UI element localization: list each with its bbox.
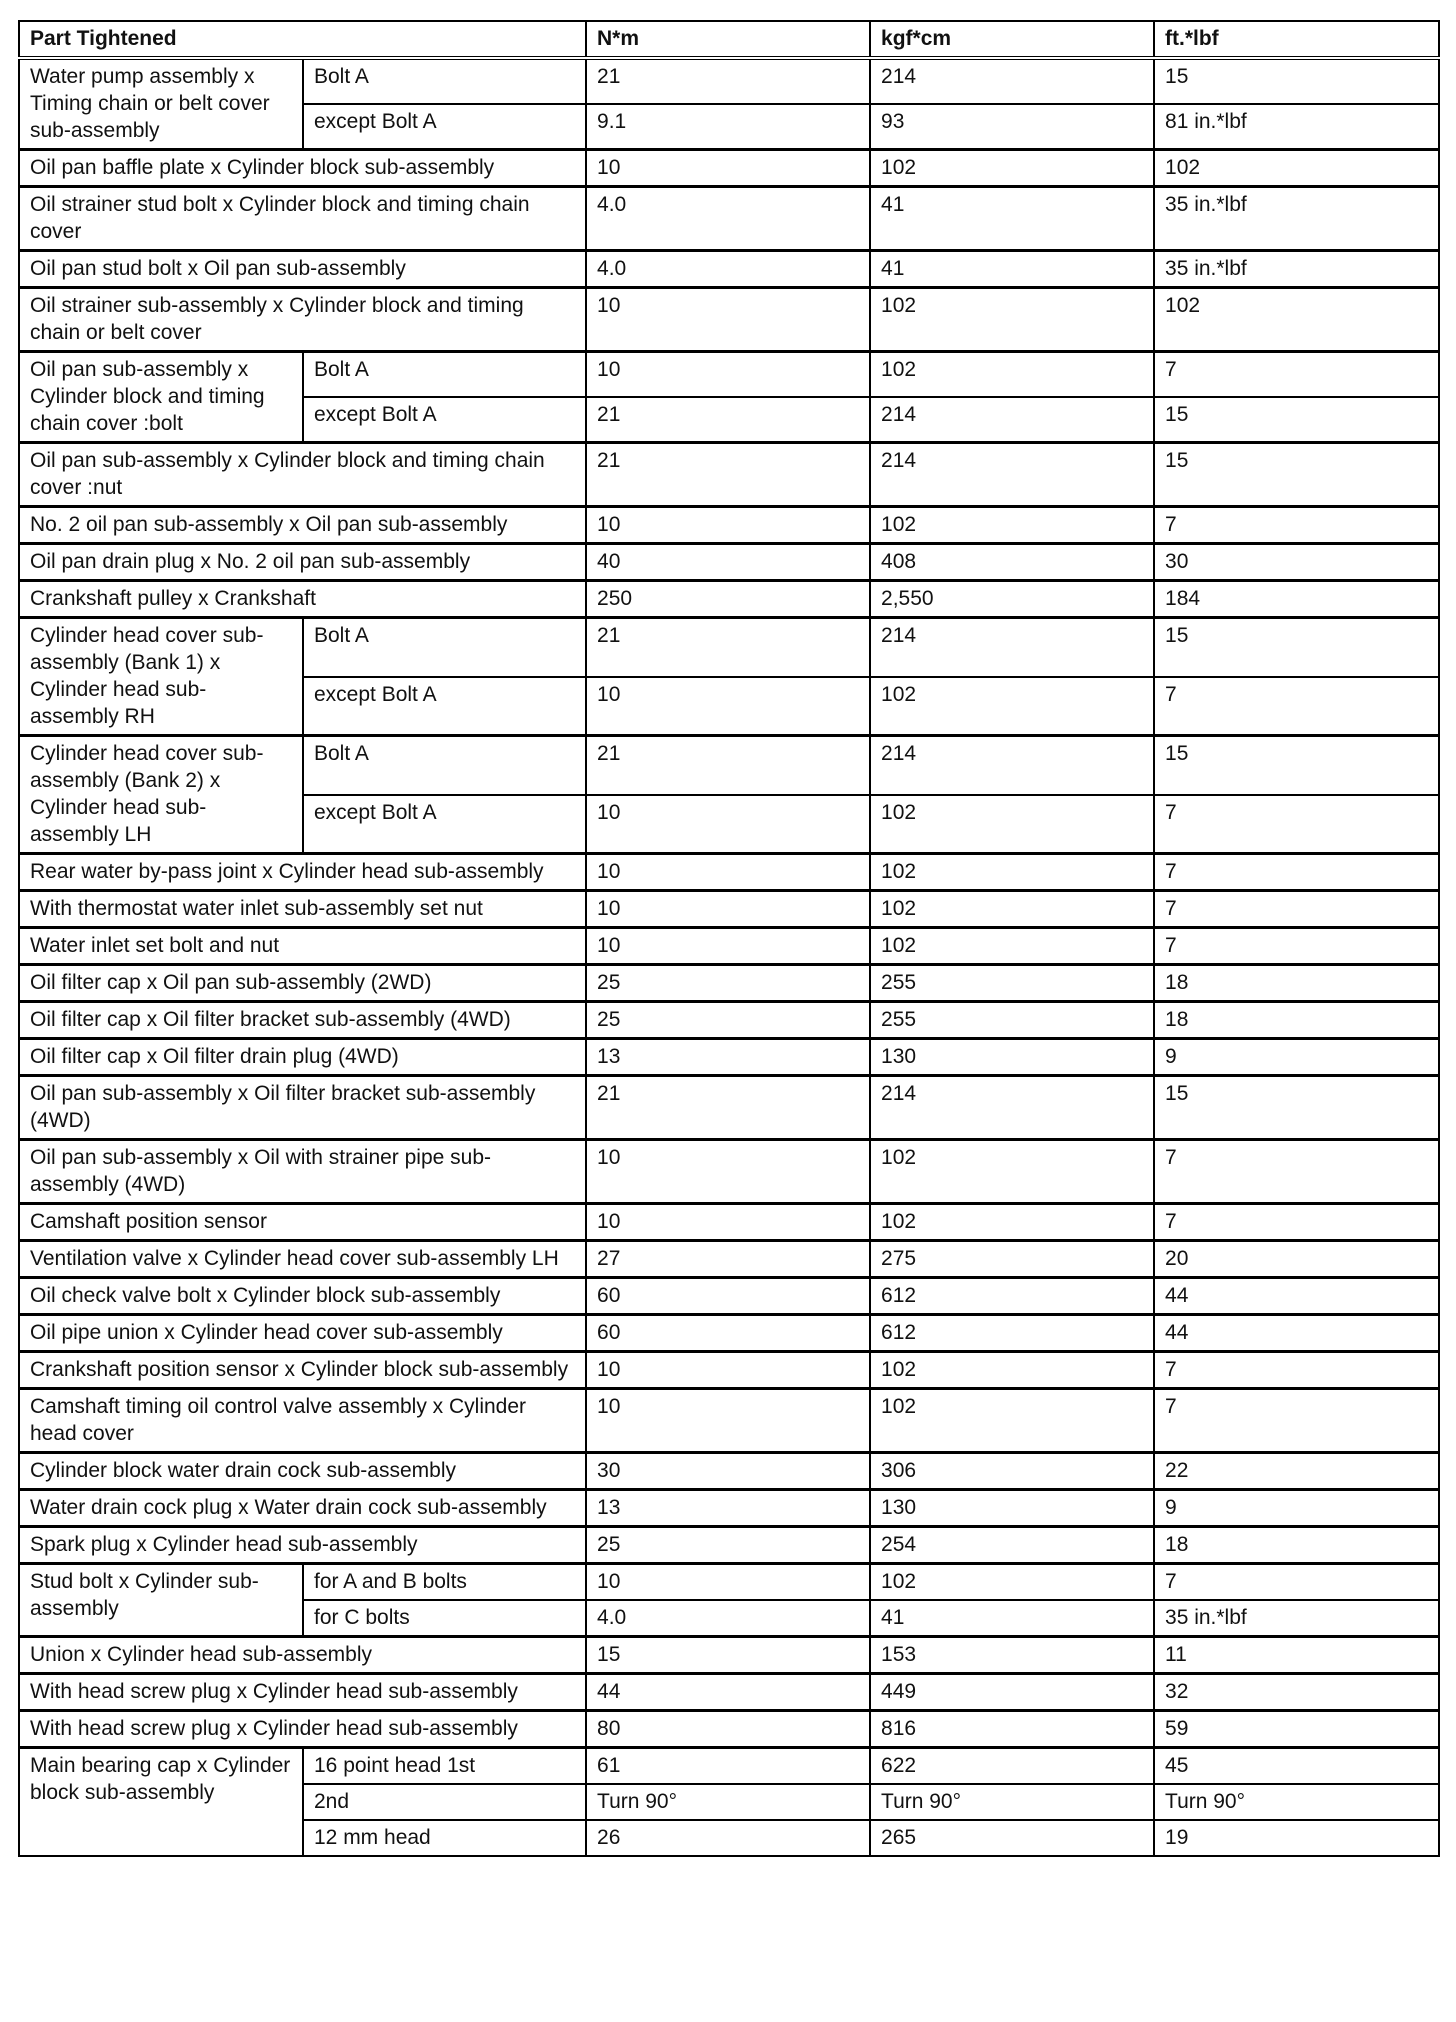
part-name-cell: Oil pan sub-assembly x Cylinder block and timing chain cover :bolt (19, 352, 303, 443)
bolt-type-cell: 16 point head 1st (303, 1748, 586, 1785)
kgf-value-cell: 41 (870, 1600, 1154, 1637)
nm-value-cell: 61 (586, 1748, 870, 1785)
ftlbf-value-cell: 7 (1154, 1389, 1439, 1453)
table-row (19, 352, 1439, 398)
ftlbf-value-cell: 7 (1154, 1140, 1439, 1204)
ftlbf-value-cell: 7 (1154, 352, 1439, 398)
kgf-value-cell: 102 (870, 507, 1154, 544)
nm-value-cell: 26 (586, 1820, 870, 1856)
ftlbf-value-cell: 81 in.*lbf (1154, 104, 1439, 149)
kgf-value-cell: 214 (870, 443, 1154, 507)
part-name-cell: Crankshaft position sensor x Cylinder block sub-assembly (19, 1352, 586, 1389)
kgf-value-cell: 102 (870, 677, 1154, 736)
torque-spec-table (18, 20, 1440, 1857)
kgf-value-cell: 255 (870, 1002, 1154, 1039)
table-row (19, 618, 1439, 677)
table-header-row (19, 21, 1439, 58)
part-name-cell: Oil strainer sub-assembly x Cylinder block and timing chain or belt cover (19, 288, 586, 352)
ftlbf-value-cell: 15 (1154, 1076, 1439, 1140)
kgf-value-cell: 130 (870, 1039, 1154, 1076)
part-name-cell: Camshaft timing oil control valve assembly x Cylinder head cover (19, 1389, 586, 1453)
kgf-value-cell: 102 (870, 1204, 1154, 1241)
nm-value-cell: 10 (586, 891, 870, 928)
nm-value-cell: 15 (586, 1637, 870, 1674)
part-name-cell: Oil filter cap x Oil filter bracket sub-assembly (4WD) (19, 1002, 586, 1039)
nm-value-cell: 10 (586, 1389, 870, 1453)
part-name-cell: Oil filter cap x Oil filter drain plug (4WD) (19, 1039, 586, 1076)
part-name-cell: With thermostat water inlet sub-assembly set nut (19, 891, 586, 928)
kgf-value-cell: 816 (870, 1711, 1154, 1748)
nm-value-cell: 13 (586, 1039, 870, 1076)
nm-value-cell: 60 (586, 1315, 870, 1352)
table-row (19, 58, 1439, 104)
kgf-value-cell: 306 (870, 1453, 1154, 1490)
nm-value-cell: 25 (586, 965, 870, 1002)
header-ft-lbf: ft.*lbf (1154, 21, 1439, 58)
ftlbf-value-cell: 15 (1154, 618, 1439, 677)
bolt-type-cell: 2nd (303, 1784, 586, 1820)
nm-value-cell: 44 (586, 1674, 870, 1711)
part-name-cell: Spark plug x Cylinder head sub-assembly (19, 1527, 586, 1564)
kgf-value-cell: 612 (870, 1315, 1154, 1352)
nm-value-cell: 27 (586, 1241, 870, 1278)
nm-value-cell: 250 (586, 581, 870, 618)
part-name-cell: Oil strainer stud bolt x Cylinder block and timing chain cover (19, 187, 586, 251)
part-name-cell: Oil pan sub-assembly x Oil with strainer pipe sub-assembly (4WD) (19, 1140, 586, 1204)
ftlbf-value-cell: 18 (1154, 1527, 1439, 1564)
kgf-value-cell: 102 (870, 891, 1154, 928)
part-name-cell: Cylinder block water drain cock sub-assembly (19, 1453, 586, 1490)
bolt-type-cell: except Bolt A (303, 795, 586, 854)
bolt-type-cell: except Bolt A (303, 397, 586, 443)
table-row (19, 1674, 1439, 1711)
header-kgf-cm: kgf*cm (870, 21, 1154, 58)
nm-value-cell: 10 (586, 507, 870, 544)
kgf-value-cell: 102 (870, 854, 1154, 891)
ftlbf-value-cell: 11 (1154, 1637, 1439, 1674)
ftlbf-value-cell: 20 (1154, 1241, 1439, 1278)
table-row (19, 736, 1439, 795)
bolt-type-cell: 12 mm head (303, 1820, 586, 1856)
table-row (19, 507, 1439, 544)
ftlbf-value-cell: 184 (1154, 581, 1439, 618)
kgf-value-cell: 153 (870, 1637, 1154, 1674)
table-row (19, 443, 1439, 507)
kgf-value-cell: 130 (870, 1490, 1154, 1527)
table-row (19, 1315, 1439, 1352)
ftlbf-value-cell: 9 (1154, 1490, 1439, 1527)
ftlbf-value-cell: 15 (1154, 736, 1439, 795)
nm-value-cell: 25 (586, 1002, 870, 1039)
nm-value-cell: Turn 90° (586, 1784, 870, 1820)
nm-value-cell: 40 (586, 544, 870, 581)
nm-value-cell: 10 (586, 795, 870, 854)
table-row (19, 1204, 1439, 1241)
table-row (19, 1637, 1439, 1674)
ftlbf-value-cell: 7 (1154, 891, 1439, 928)
kgf-value-cell: 612 (870, 1278, 1154, 1315)
ftlbf-value-cell: 7 (1154, 928, 1439, 965)
nm-value-cell: 10 (586, 854, 870, 891)
kgf-value-cell: 41 (870, 187, 1154, 251)
kgf-value-cell: 102 (870, 1564, 1154, 1601)
part-name-cell: Ventilation valve x Cylinder head cover sub-assembly LH (19, 1241, 586, 1278)
kgf-value-cell: 214 (870, 1076, 1154, 1140)
table-row (19, 150, 1439, 187)
ftlbf-value-cell: 18 (1154, 965, 1439, 1002)
ftlbf-value-cell: 18 (1154, 1002, 1439, 1039)
table-row (19, 1076, 1439, 1140)
nm-value-cell: 10 (586, 928, 870, 965)
header-newton-meter: N*m (586, 21, 870, 58)
kgf-value-cell: 102 (870, 352, 1154, 398)
table-row (19, 1564, 1439, 1601)
table-row (19, 1140, 1439, 1204)
ftlbf-value-cell: 44 (1154, 1315, 1439, 1352)
part-name-cell: Main bearing cap x Cylinder block sub-assembly (19, 1748, 303, 1857)
ftlbf-value-cell: 7 (1154, 1352, 1439, 1389)
nm-value-cell: 21 (586, 1076, 870, 1140)
part-name-cell: Oil check valve bolt x Cylinder block sub-assembly (19, 1278, 586, 1315)
part-name-cell: Cylinder head cover sub-assembly (Bank 1) x Cylinder head sub-assembly RH (19, 618, 303, 736)
kgf-value-cell: 93 (870, 104, 1154, 149)
ftlbf-value-cell: 22 (1154, 1453, 1439, 1490)
table-body (19, 58, 1439, 1856)
part-name-cell: Cylinder head cover sub-assembly (Bank 2) x Cylinder head sub-assembly LH (19, 736, 303, 854)
table-row (19, 854, 1439, 891)
header-part-tightened: Part Tightened (19, 21, 586, 58)
nm-value-cell: 10 (586, 1140, 870, 1204)
table-row (19, 1711, 1439, 1748)
nm-value-cell: 4.0 (586, 1600, 870, 1637)
nm-value-cell: 10 (586, 150, 870, 187)
table-row (19, 965, 1439, 1002)
table-row (19, 1748, 1439, 1785)
table-row (19, 1002, 1439, 1039)
bolt-type-cell: for A and B bolts (303, 1564, 586, 1601)
part-name-cell: Water pump assembly x Timing chain or belt cover sub-assembly (19, 58, 303, 150)
nm-value-cell: 10 (586, 1352, 870, 1389)
part-name-cell: Crankshaft pulley x Crankshaft (19, 581, 586, 618)
part-name-cell: Water inlet set bolt and nut (19, 928, 586, 965)
kgf-value-cell: 449 (870, 1674, 1154, 1711)
ftlbf-value-cell: 7 (1154, 1204, 1439, 1241)
part-name-cell: Rear water by-pass joint x Cylinder head sub-assembly (19, 854, 586, 891)
ftlbf-value-cell: 7 (1154, 795, 1439, 854)
part-name-cell: No. 2 oil pan sub-assembly x Oil pan sub-assembly (19, 507, 586, 544)
part-name-cell: Camshaft position sensor (19, 1204, 586, 1241)
ftlbf-value-cell: 59 (1154, 1711, 1439, 1748)
bolt-type-cell: Bolt A (303, 352, 586, 398)
part-name-cell: Oil pan sub-assembly x Cylinder block and timing chain cover :nut (19, 443, 586, 507)
nm-value-cell: 10 (586, 1204, 870, 1241)
ftlbf-value-cell: 35 in.*lbf (1154, 251, 1439, 288)
ftlbf-value-cell: 7 (1154, 1564, 1439, 1601)
nm-value-cell: 25 (586, 1527, 870, 1564)
nm-value-cell: 4.0 (586, 251, 870, 288)
ftlbf-value-cell: 30 (1154, 544, 1439, 581)
part-name-cell: Oil pan baffle plate x Cylinder block sub-assembly (19, 150, 586, 187)
ftlbf-value-cell: 102 (1154, 150, 1439, 187)
bolt-type-cell: except Bolt A (303, 677, 586, 736)
table-row (19, 251, 1439, 288)
nm-value-cell: 60 (586, 1278, 870, 1315)
kgf-value-cell: 41 (870, 251, 1154, 288)
kgf-value-cell: 622 (870, 1748, 1154, 1785)
nm-value-cell: 10 (586, 1564, 870, 1601)
part-name-cell: Union x Cylinder head sub-assembly (19, 1637, 586, 1674)
kgf-value-cell: 275 (870, 1241, 1154, 1278)
ftlbf-value-cell: 7 (1154, 854, 1439, 891)
bolt-type-cell: Bolt A (303, 618, 586, 677)
nm-value-cell: 10 (586, 677, 870, 736)
part-name-cell: With head screw plug x Cylinder head sub-assembly (19, 1711, 586, 1748)
kgf-value-cell: 102 (870, 795, 1154, 854)
ftlbf-value-cell: 9 (1154, 1039, 1439, 1076)
nm-value-cell: 80 (586, 1711, 870, 1748)
ftlbf-value-cell: 7 (1154, 677, 1439, 736)
ftlbf-value-cell: 35 in.*lbf (1154, 187, 1439, 251)
bolt-type-cell: Bolt A (303, 736, 586, 795)
nm-value-cell: 9.1 (586, 104, 870, 149)
part-name-cell: Oil pipe union x Cylinder head cover sub-assembly (19, 1315, 586, 1352)
nm-value-cell: 21 (586, 443, 870, 507)
nm-value-cell: 21 (586, 618, 870, 677)
part-name-cell: Water drain cock plug x Water drain cock sub-assembly (19, 1490, 586, 1527)
nm-value-cell: 21 (586, 397, 870, 443)
table-row (19, 1527, 1439, 1564)
kgf-value-cell: 265 (870, 1820, 1154, 1856)
kgf-value-cell: 102 (870, 288, 1154, 352)
ftlbf-value-cell: Turn 90° (1154, 1784, 1439, 1820)
bolt-type-cell: for C bolts (303, 1600, 586, 1637)
kgf-value-cell: 408 (870, 544, 1154, 581)
bolt-type-cell: except Bolt A (303, 104, 586, 149)
ftlbf-value-cell: 15 (1154, 58, 1439, 104)
part-name-cell: Oil pan sub-assembly x Oil filter bracket sub-assembly (4WD) (19, 1076, 586, 1140)
kgf-value-cell: 102 (870, 150, 1154, 187)
kgf-value-cell: 2,550 (870, 581, 1154, 618)
nm-value-cell: 21 (586, 736, 870, 795)
kgf-value-cell: Turn 90° (870, 1784, 1154, 1820)
table-row (19, 1490, 1439, 1527)
ftlbf-value-cell: 32 (1154, 1674, 1439, 1711)
kgf-value-cell: 214 (870, 736, 1154, 795)
ftlbf-value-cell: 102 (1154, 288, 1439, 352)
table-row (19, 1241, 1439, 1278)
table-row (19, 1453, 1439, 1490)
kgf-value-cell: 214 (870, 397, 1154, 443)
ftlbf-value-cell: 19 (1154, 1820, 1439, 1856)
part-name-cell: Oil pan stud bolt x Oil pan sub-assembly (19, 251, 586, 288)
nm-value-cell: 10 (586, 352, 870, 398)
part-name-cell: With head screw plug x Cylinder head sub-assembly (19, 1674, 586, 1711)
kgf-value-cell: 102 (870, 1352, 1154, 1389)
table-row (19, 1039, 1439, 1076)
table-row (19, 1389, 1439, 1453)
kgf-value-cell: 102 (870, 1140, 1154, 1204)
part-name-cell: Oil filter cap x Oil pan sub-assembly (2WD) (19, 965, 586, 1002)
table-row (19, 891, 1439, 928)
ftlbf-value-cell: 7 (1154, 507, 1439, 544)
kgf-value-cell: 102 (870, 928, 1154, 965)
kgf-value-cell: 255 (870, 965, 1154, 1002)
table-row (19, 1352, 1439, 1389)
ftlbf-value-cell: 45 (1154, 1748, 1439, 1785)
kgf-value-cell: 214 (870, 58, 1154, 104)
table-row (19, 581, 1439, 618)
table-row (19, 288, 1439, 352)
table-row (19, 544, 1439, 581)
ftlbf-value-cell: 15 (1154, 443, 1439, 507)
bolt-type-cell: Bolt A (303, 58, 586, 104)
table-row (19, 1278, 1439, 1315)
nm-value-cell: 30 (586, 1453, 870, 1490)
kgf-value-cell: 254 (870, 1527, 1154, 1564)
nm-value-cell: 10 (586, 288, 870, 352)
nm-value-cell: 13 (586, 1490, 870, 1527)
kgf-value-cell: 214 (870, 618, 1154, 677)
part-name-cell: Oil pan drain plug x No. 2 oil pan sub-assembly (19, 544, 586, 581)
nm-value-cell: 21 (586, 58, 870, 104)
ftlbf-value-cell: 15 (1154, 397, 1439, 443)
nm-value-cell: 4.0 (586, 187, 870, 251)
table-row (19, 928, 1439, 965)
ftlbf-value-cell: 44 (1154, 1278, 1439, 1315)
table-row (19, 187, 1439, 251)
part-name-cell: Stud bolt x Cylinder sub-assembly (19, 1564, 303, 1637)
ftlbf-value-cell: 35 in.*lbf (1154, 1600, 1439, 1637)
kgf-value-cell: 102 (870, 1389, 1154, 1453)
